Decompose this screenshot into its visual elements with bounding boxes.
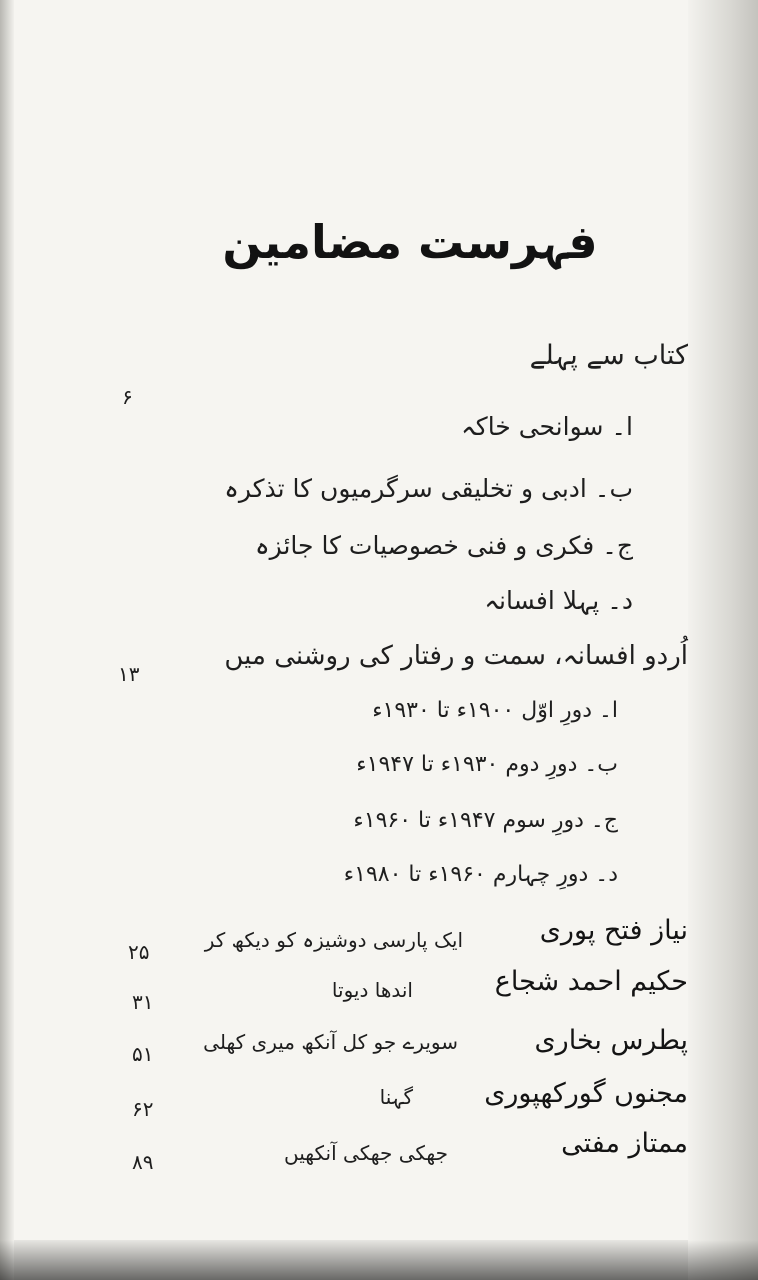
entry-author: مجنوں گورکھپوری [484,1078,688,1109]
entry-story: ایک پارسی دوشیزہ کو دیکھ کر [204,928,463,952]
entry-story: جھکی جھکی آنکھیں [284,1141,448,1165]
toc-item: ج۔ دورِ سوم ۱۹۴۷ء تا ۱۹۶۰ء [353,808,618,833]
entry-story: گہنا [379,1085,413,1109]
toc-item: ب۔ ادبی و تخلیقی سرگرمیوں کا تذکرہ [224,474,633,503]
toc-item: ا۔ سوانحی خاکہ [461,412,633,441]
toc-item: ج۔ فکری و فنی خصوصیات کا جائزہ [255,531,633,560]
section-heading: اُردو افسانہ، سمت و رفتار کی روشنی میں [224,641,688,671]
page-left-edge [0,0,14,1280]
entry-page: ۳۱ [132,990,154,1014]
page-right-edge [688,0,758,1280]
toc-item: د۔ دورِ چہارم ۱۹۶۰ء تا ۱۹۸۰ء [343,862,618,887]
entry-author: نیاز فتح پوری [539,915,688,946]
section-heading: کتاب سے پہلے [529,340,688,371]
toc-item: ا۔ دورِ اوّل ۱۹۰۰ء تا ۱۹۳۰ء [372,698,618,723]
entry-author: ممتاز مفتی [561,1128,688,1159]
entry-page: ۶۲ [132,1097,154,1121]
entry-author: پطرس بخاری [534,1025,688,1056]
page-number: ۱۳ [118,662,140,686]
entry-story: اندھا دیوتا [331,978,413,1002]
toc-item: ب۔ دورِ دوم ۱۹۳۰ء تا ۱۹۴۷ء [356,752,618,777]
page-bottom-shadow [0,1240,758,1280]
entry-page: ۸۹ [132,1150,154,1174]
entry-page: ۵۱ [132,1042,154,1066]
page-number: ۶ [122,385,133,409]
page-title: فہرست مضامین [222,215,598,269]
entry-page: ۲۵ [128,940,150,964]
entry-story: سویرے جو کل آنکھ میری کھلی [203,1030,458,1054]
entry-author: حکیم احمد شجاع [494,966,688,997]
toc-item: د۔ پہلا افسانہ [484,586,633,615]
